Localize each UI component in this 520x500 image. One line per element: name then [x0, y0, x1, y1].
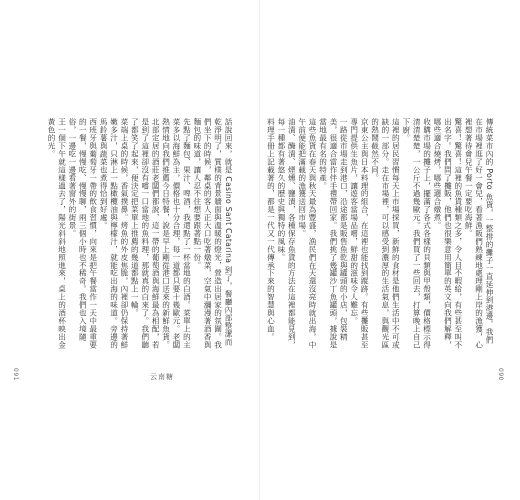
paragraph: 收購市場的攤子上，擺滿了各式各樣的貝類與甲殼類，價格標示得清清楚楚，一公斤不過幾歐元。我們買了一些回去，打算晚上自己下廚。 [401, 118, 432, 349]
right-page-body-text [266, 118, 494, 350]
paragraph: 一路從市場走到港口，沿途都是販售魚乾與罐頭的小店，包裝精美，很適合當作伴手禮帶回家。我們挑了幾罐沙丁魚罐頭，據說是當地最有名的特產。 [318, 118, 349, 349]
paragraph: 這些魚貨在春天與秋天最為豐盛，漁民們在天還沒亮時就出海，中午前便能把滿載的漁獲送回市場。 [297, 118, 318, 349]
paragraph: 話說回來，就是 Casino Sant Catarina 到了，餐廳內部整潔而乾淨明了，質樸的背景牆面與溫暖的燈光，營造出居家的氛圍。我們坐下的時候，鄰桌的客人正大口吃著燉菜，空氣中瀰漫著酒香與麵包的味道，讓人忍不住想要跟著點一份。 [192, 118, 233, 349]
left-page-body-text [26, 118, 233, 350]
paragraph: 西班牙與葡萄牙一帶的飲食習慣，向來是把午餐當作一天中最重要的一餐，慢慢吃、慢慢聊，兩三個小時也不稀奇。我們也入境隨俗，一邊吃一邊看著窗外的街景。 [67, 118, 98, 349]
paragraph: 王一個下午就這樣過去了，陽光斜斜地照進來，桌上的酒杯映出金黃色的光。 [47, 118, 67, 349]
paragraph: 這裡的居民習慣每天上市場採買，新鮮的食材是他們生活中不可或缺的一部分。走在市場裡，可以感受到濃厚的生活氣息，與觀光區的熱鬧截然不同。 [370, 118, 401, 349]
page-number-right: 090 [497, 368, 504, 381]
paragraph: 料理手冊上記載著的，都是一代又一代傳承下來的智慧與心血。 [266, 118, 276, 341]
paragraph: 京東公主與日本料理的組合，在這裡也能找到蹤跡。有些攤販甚至專門提供生魚片，讓遊客當場品嚐，鮮甜的滋味令人難忘。 [349, 118, 370, 349]
paragraph: 北部定居的酒莊老闆們都說，這一帶的葡萄酒與海鮮最為相配，若是到了這裡卻沒有嚐一口當地的魚料理，那就真的白來了。我們聽了都笑了起來，便決定把菜單上推薦的幾道都點上一輪。 [130, 118, 161, 349]
paragraph: 驚喜！驚喜！這裡的魚貨種類之多，令人目不暇給，有些甚至叫不出名字。我們問了攤販，他們也很樂意用簡單的英文向我們解釋，哪些適合燒烤，哪些適合燉煮。 [432, 118, 463, 349]
paragraph: 先點了麵包、果汁、啤酒，我還點了一杯當地的白酒。菜單上的主菜多以海鮮為主，價格也十分合理，每一道都只要十幾歐元。老闆熱情地向我們推薦今日特餐，說是早上剛從港口送來的新鮮魚貨。 [161, 118, 192, 349]
page-number-left: 091 [12, 368, 19, 381]
paragraph: 菜端上桌的時候，香氣撲鼻。烤魚的外皮焦脆，內裡卻仍保持著鮮嫩多汁，只淋上一點橄欖油與檸檬汁，就能吃出海的味道。旁邊的馬鈴薯與蔬菜也煮得恰到好處。 [99, 118, 129, 349]
running-header: 云南糖 [150, 373, 174, 381]
paragraph: 油漬、醃漬、煙燻、鹽漬，各種保存魚貨的方法在這裡都能見到，每一種都有著悠久的歷史與獨特的風味。 [276, 118, 297, 349]
paragraph: 傳統菜市內的 Porto 魚貨，一整排的攤子一直延伸到港邊，我們在市場裡逛了好一會兒，看著漁販們熟練地處理剛上岸的漁獲，心裡想著待會兒午餐一定要吃海鮮。 [464, 118, 494, 349]
right-page [260, 0, 520, 500]
